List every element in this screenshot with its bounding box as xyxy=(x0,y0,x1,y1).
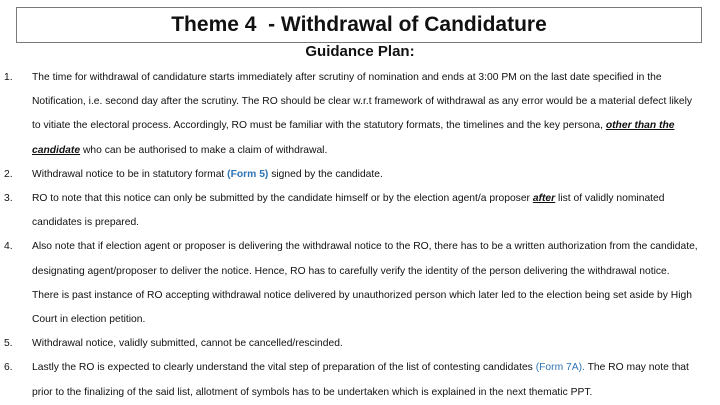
slide-subtitle: Guidance Plan: xyxy=(305,43,415,60)
list-item xyxy=(0,66,720,163)
form-reference: (Form 5) xyxy=(227,168,269,180)
item-number: 4. xyxy=(4,241,13,253)
item-text: list of validly nominated candidates is prepared. xyxy=(32,193,665,229)
item-emphasis: after xyxy=(532,193,556,205)
list-item xyxy=(0,332,720,356)
item-text: signed by the candidate. xyxy=(268,168,383,180)
form-reference: (Form 7A). xyxy=(535,362,585,374)
item-text: The time for withdrawal of candidature starts immediately after scrutiny of nomination and ends at 3:00 PM on the last date specified in the Notification, i.e. second day after the scrutiny. The RO should be clear w.r.t framework of withdrawal as any error would be a material defect likely to vitiate the electoral process. Accordingly, RO must be familiar with the statutory formats, the timelines and the key persona, xyxy=(32,72,693,132)
item-text: Lastly the RO is expected to clearly understand the vital step of preparation of the list of contesting candidates xyxy=(32,362,536,374)
slide-title: Theme 4 - Withdrawal of Candidature xyxy=(171,13,547,36)
item-text: Withdrawal notice, validly submitted, cannot be cancelled/rescinded. xyxy=(32,338,343,350)
item-number: 2. xyxy=(4,168,13,180)
item-emphasis: other than the candidate xyxy=(32,120,675,156)
list-item xyxy=(0,187,720,235)
item-number: 5. xyxy=(4,338,13,350)
title-box xyxy=(16,7,702,43)
list-item xyxy=(0,163,720,187)
item-number: 6. xyxy=(4,362,13,374)
item-text: RO to note that this notice can only be submitted by the candidate himself or by the election agent/a proposer xyxy=(32,193,533,205)
item-text: who can be authorised to make a claim of withdrawal. xyxy=(80,144,328,156)
item-text: Also note that if election agent or proposer is delivering the withdrawal notice to the RO, there has to be a written authorization from the candidate, designating agent/proposer to deliver the notice. Hence, RO has to carefully verify the identity of the person delivering the withdrawal notice. There is past instance of RO accepting withdrawal notice delivered by unauthorized person which later led to the election being set aside by High Court in election petition. xyxy=(32,241,698,326)
item-text: The RO may note that prior to the finalizing of the said list, allotment of symbols has to be undertaken which is explained in the next thematic PPT. xyxy=(32,362,689,398)
item-text: Withdrawal notice to be in statutory format xyxy=(32,168,228,180)
list-item xyxy=(0,235,720,332)
item-number: 1. xyxy=(4,72,13,83)
list-item xyxy=(0,356,720,404)
guidance-list xyxy=(0,66,720,405)
item-number: 3. xyxy=(4,193,13,205)
